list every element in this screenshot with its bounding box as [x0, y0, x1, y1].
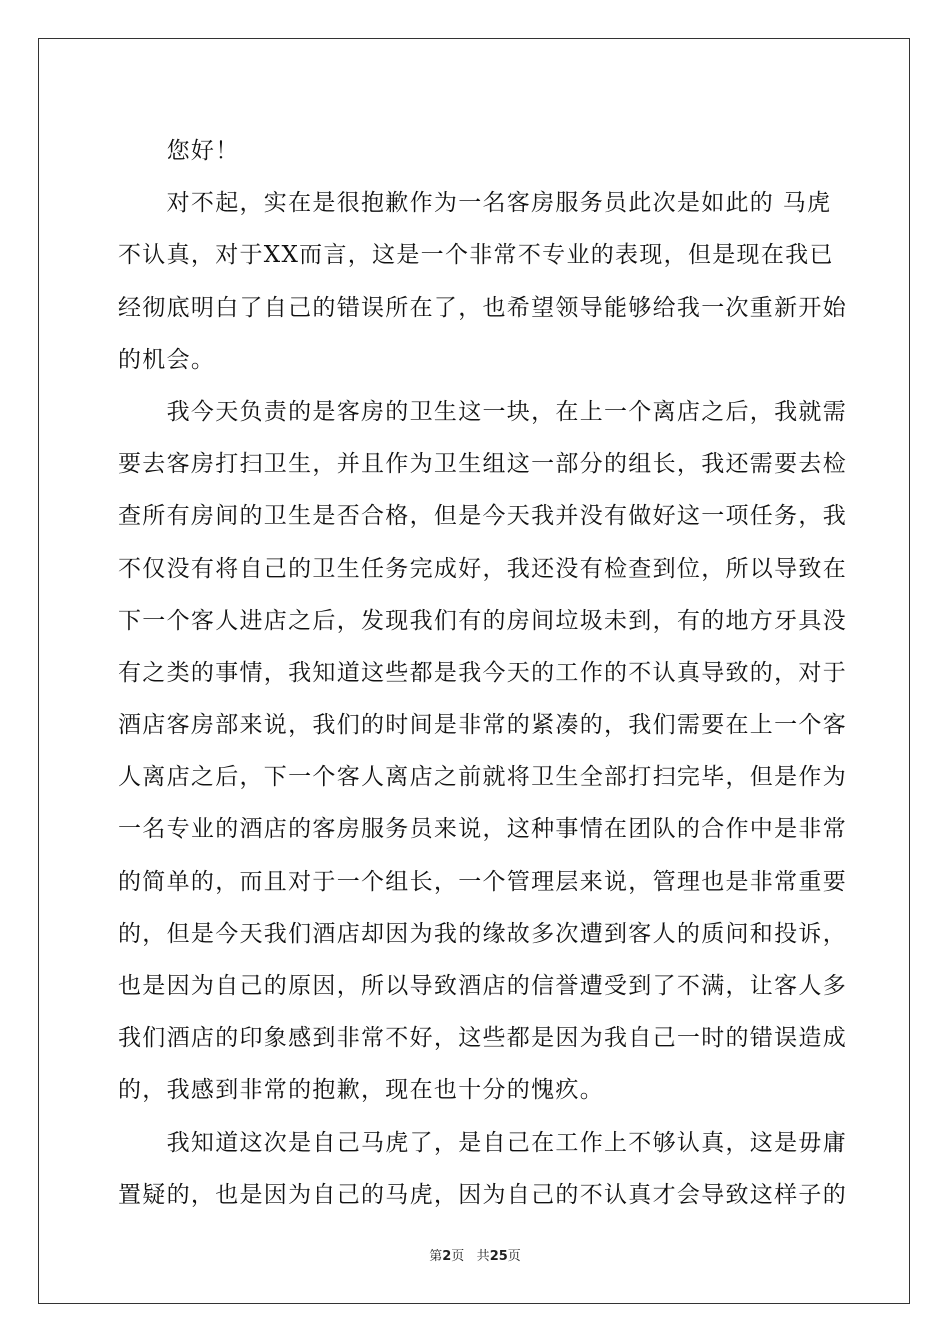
text-line: 我知道这次是自己马虎了，是自己在工作上不够认真，这是毋庸	[118, 1129, 847, 1156]
text-line: 不认真，对于XX而言，这是一个非常不专业的表现，但是现在我已	[118, 242, 834, 269]
page-prefix: 第	[429, 1249, 443, 1264]
text-line: 您好！	[118, 138, 240, 164]
total-unit: 页	[507, 1249, 521, 1264]
text-line: 要去客房打扫卫生，并且作为卫生组这一部分的组长，我还需要去检	[118, 451, 847, 478]
text-line: 我今天负责的是客房的卫生这一块，在上一个离店之后，我就需	[118, 398, 847, 425]
page-unit: 页	[451, 1249, 465, 1264]
text-line: 人离店之后，下一个客人离店之前就将卫生全部打扫完毕，但是作为	[118, 764, 847, 791]
page-total: 25	[489, 1249, 508, 1264]
text-line: 的机会。	[118, 346, 216, 373]
text-line: 查所有房间的卫生是否合格，但是今天我并没有做好这一项任务，我	[118, 503, 847, 530]
total-prefix: 共	[476, 1249, 490, 1264]
document-body	[118, 125, 847, 1221]
text-line: 有之类的事情，我知道这些都是我今天的工作的不认真导致的，对于	[118, 659, 847, 686]
text-line: 下一个客人进店之后，发现我们有的房间垃圾未到，有的地方牙具没	[118, 607, 847, 634]
text-line: 也是因为自己的原因，所以导致酒店的信誉遭受到了不满，让客人多	[118, 973, 847, 999]
text-line: 不仅没有将自己的卫生任务完成好，我还没有检查到位，所以导致在	[118, 555, 847, 582]
text-line: 我们酒店的印象感到非常不好，这些都是因为我自己一时的错误造成	[118, 1025, 847, 1052]
text-line: 经彻底明白了自己的错误所在了，也希望领导能够给我一次重新开始	[118, 294, 847, 321]
text-line: 对不起，实在是很抱歉作为一名客房服务员此次是如此的 马虎	[118, 190, 832, 217]
text-line: 的，我感到非常的抱歉，现在也十分的愧疚。	[118, 1077, 604, 1104]
text-line: 的，但是今天我们酒店却因为我的缘故多次遭到客人的质问和投诉，	[118, 920, 847, 947]
text-line: 置疑的，也是因为自己的马虎，因为自己的不认真才会导致这样子的	[118, 1181, 847, 1208]
text-line: 酒店客房部来说，我们的时间是非常的紧凑的，我们需要在上一个客	[118, 712, 847, 739]
text-line: 一名专业的酒店的客房服务员来说，这种事情在团队的合作中是非常	[118, 816, 847, 843]
text-line: 的简单的，而且对于一个组长，一个管理层来说，管理也是非常重要	[118, 868, 847, 895]
page-current: 2	[442, 1249, 452, 1264]
page-footer	[0, 1245, 950, 1264]
